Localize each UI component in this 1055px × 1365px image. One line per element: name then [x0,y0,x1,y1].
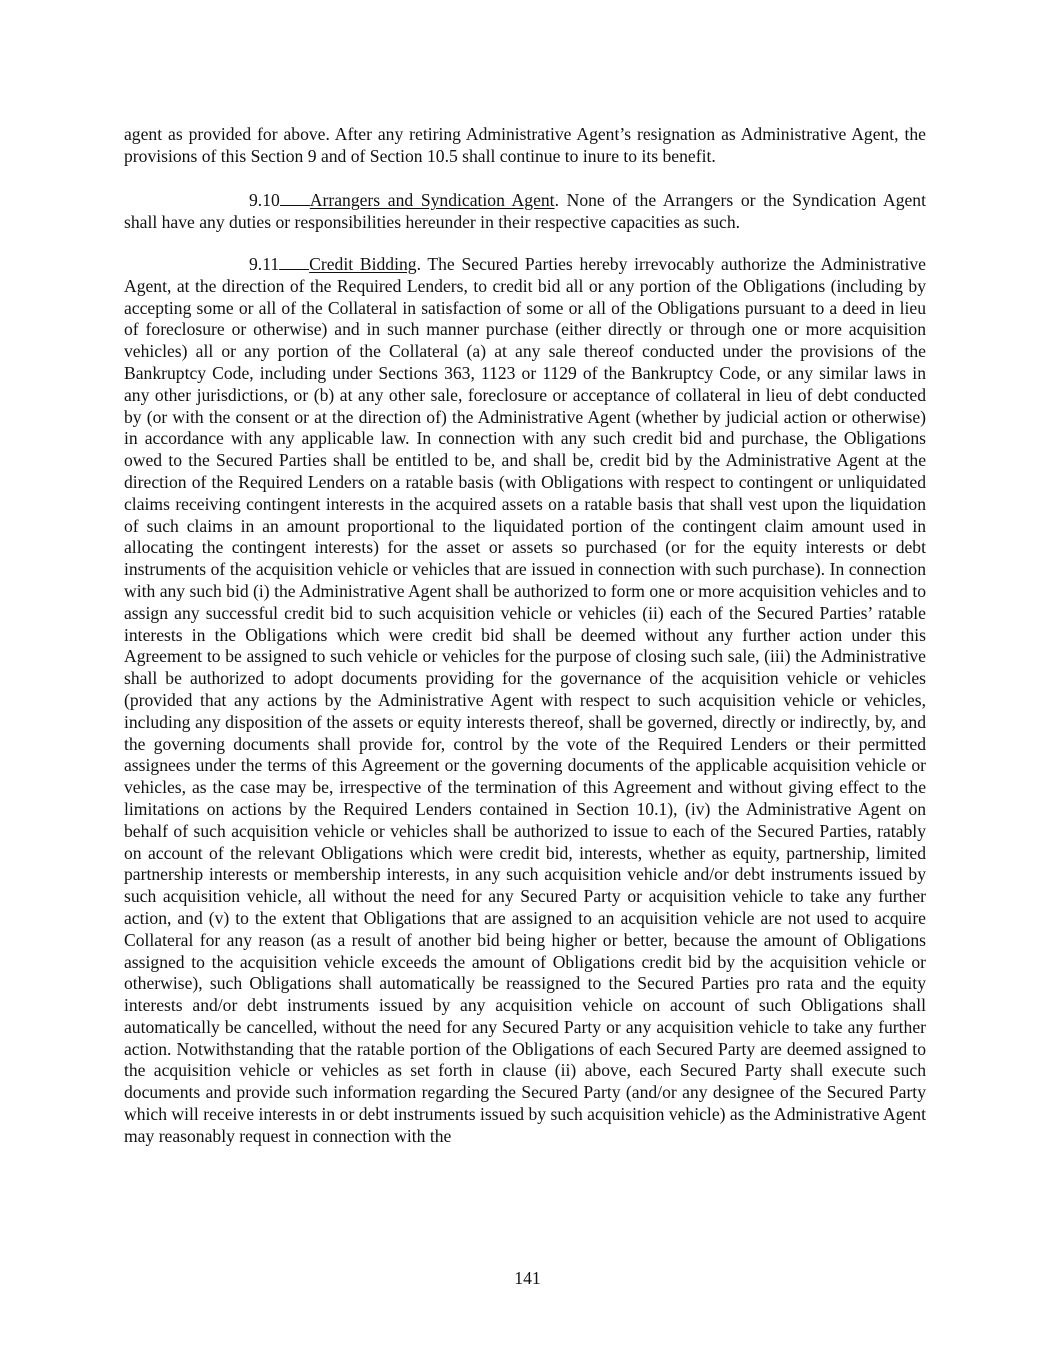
continuation-paragraph [124,124,926,168]
section-heading: Credit Bidding [309,254,417,274]
section-number: 9.10 [249,190,280,210]
section-number-underline-gap [280,191,310,206]
section-heading: Arrangers and Syndication Agent [309,190,555,210]
page-number: 141 [514,1268,541,1288]
section-body: . The Secured Parties hereby irrevocably authorize the Administrative Agent, at the direction of the Required Lenders, to credit bid all or any portion of the Obligations (including by accepting some or all of the Collateral in satisfaction of some or all of the Obligations pursuant to a deed in lieu of foreclosure or otherwise) and in such manner purchase (either directly or through one or more acquisition vehicles) all or any portion of the Collateral (a) at any sale thereof conducted under the provisions of the Bankruptcy Code, including under Sections 363, 1123 or 1129 of the Bankruptcy Code, or any similar laws in any other jurisdictions, or (b) at any other sale, foreclosure or acceptance of collateral in lieu of debt conducted by (or with the consent or at the direction of) the Administrative Agent (whether by judicial action or otherwise) in accordance with any applicable law. In connection with any such credit bid and purchase, the Obligations owed to the Secured Parties shall be entitled to be, and shall be, credit bid by the Administrative Agent at the direction of the Required Lenders on a ratable basis (with Obligations with respect to contingent or unliquidated claims receiving contingent interests in the acquired assets on a ratable basis that shall vest upon the liquidation of such claims in an amount proportional to the liquidated portion of the contingent claim amount used in allocating the contingent interests) for the asset or assets so purchased (or for the equity interests or debt instruments of the acquisition vehicle or vehicles that are issued in connection with such purchase). In connection with any such bid (i) the Administrative Agent shall be authorized to form one or more acquisition vehicles and to assign any successful credit bid to such acquisition vehicle or vehicles (ii) each of the Secured Parties’ ratable interests in the Obligations which were credit bid shall be deemed without any further action under this Agreement to be assigned to such vehicle or vehicles for the purpose of closing such sale, (iii) the Administrative shall be authorized to adopt documents providing for the governance of the acquisition vehicle or vehicles (provided that any actions by the Administrative Agent with respect to such acquisition vehicle or vehicles, including any disposition of the assets or equity interests thereof, shall be governed, directly or indirectly, by, and the governing documents shall provide for, control by the vote of the Required Lenders or their permitted assignees under the terms of this Agreement or the governing documents of the applicable acquisition vehicle or vehicles, as the case may be, irrespective of the termination of this Agreement and without giving effect to the limitations on actions by the Required Lenders contained in Section 10.1), (iv) the Administrative Agent on behalf of such acquisition vehicle or vehicles shall be authorized to issue to each of the Secured Parties, ratably on account of the relevant Obligations which were credit bid, interests, whether as equity, partnership, limited partnership interests or membership interests, in any such acquisition vehicle and/or debt instruments issued by such acquisition vehicle, all without the need for any Secured Party or acquisition vehicle to take any further action, and (v) to the extent that Obligations that are assigned to an acquisition vehicle are not used to acquire Collateral for any reason (as a result of another bid being higher or better, because the amount of Obligations assigned to the acquisition vehicle exceeds the amount of Obligations credit bid by the acquisition vehicle or otherwise), such Obligations shall automatically be reassigned to the Secured Parties pro rata and the equity interests and/or debt instruments issued by any acquisition vehicle on account of such Obligations shall automatically be cancelled, without the need for any Secured Party or any acquisition vehicle to take any further action. Notwithstanding that the ratable portion of the Obligations of each Secured Party are deemed assigned to the acquisition vehicle or vehicles as set forth in clause (ii) above, each Secured Party shall execute such documents and provide such information regarding the Secured Party (and/or any designee of the Secured Party which will receive interests in or debt instruments issued by such acquisition vehicle) as the Administrative Agent may reasonably request in connection with the [124,254,926,1146]
section-number-underline-gap [279,255,309,270]
section-body: . None of the Arrangers or the Syndication Agent shall have any duties or responsibilities hereunder in their respective capacities as such. [124,190,926,232]
section-9-10-paragraph [124,190,926,234]
continuation-text: agent as provided for above. After any retiring Administrative Agent’s resignation as Administrative Agent, the provisions of this Section 9 and of Section 10.5 shall continue to inure to its benefit. [124,124,926,166]
section-number: 9.11 [249,254,280,274]
section-9-11-paragraph [124,254,926,1148]
